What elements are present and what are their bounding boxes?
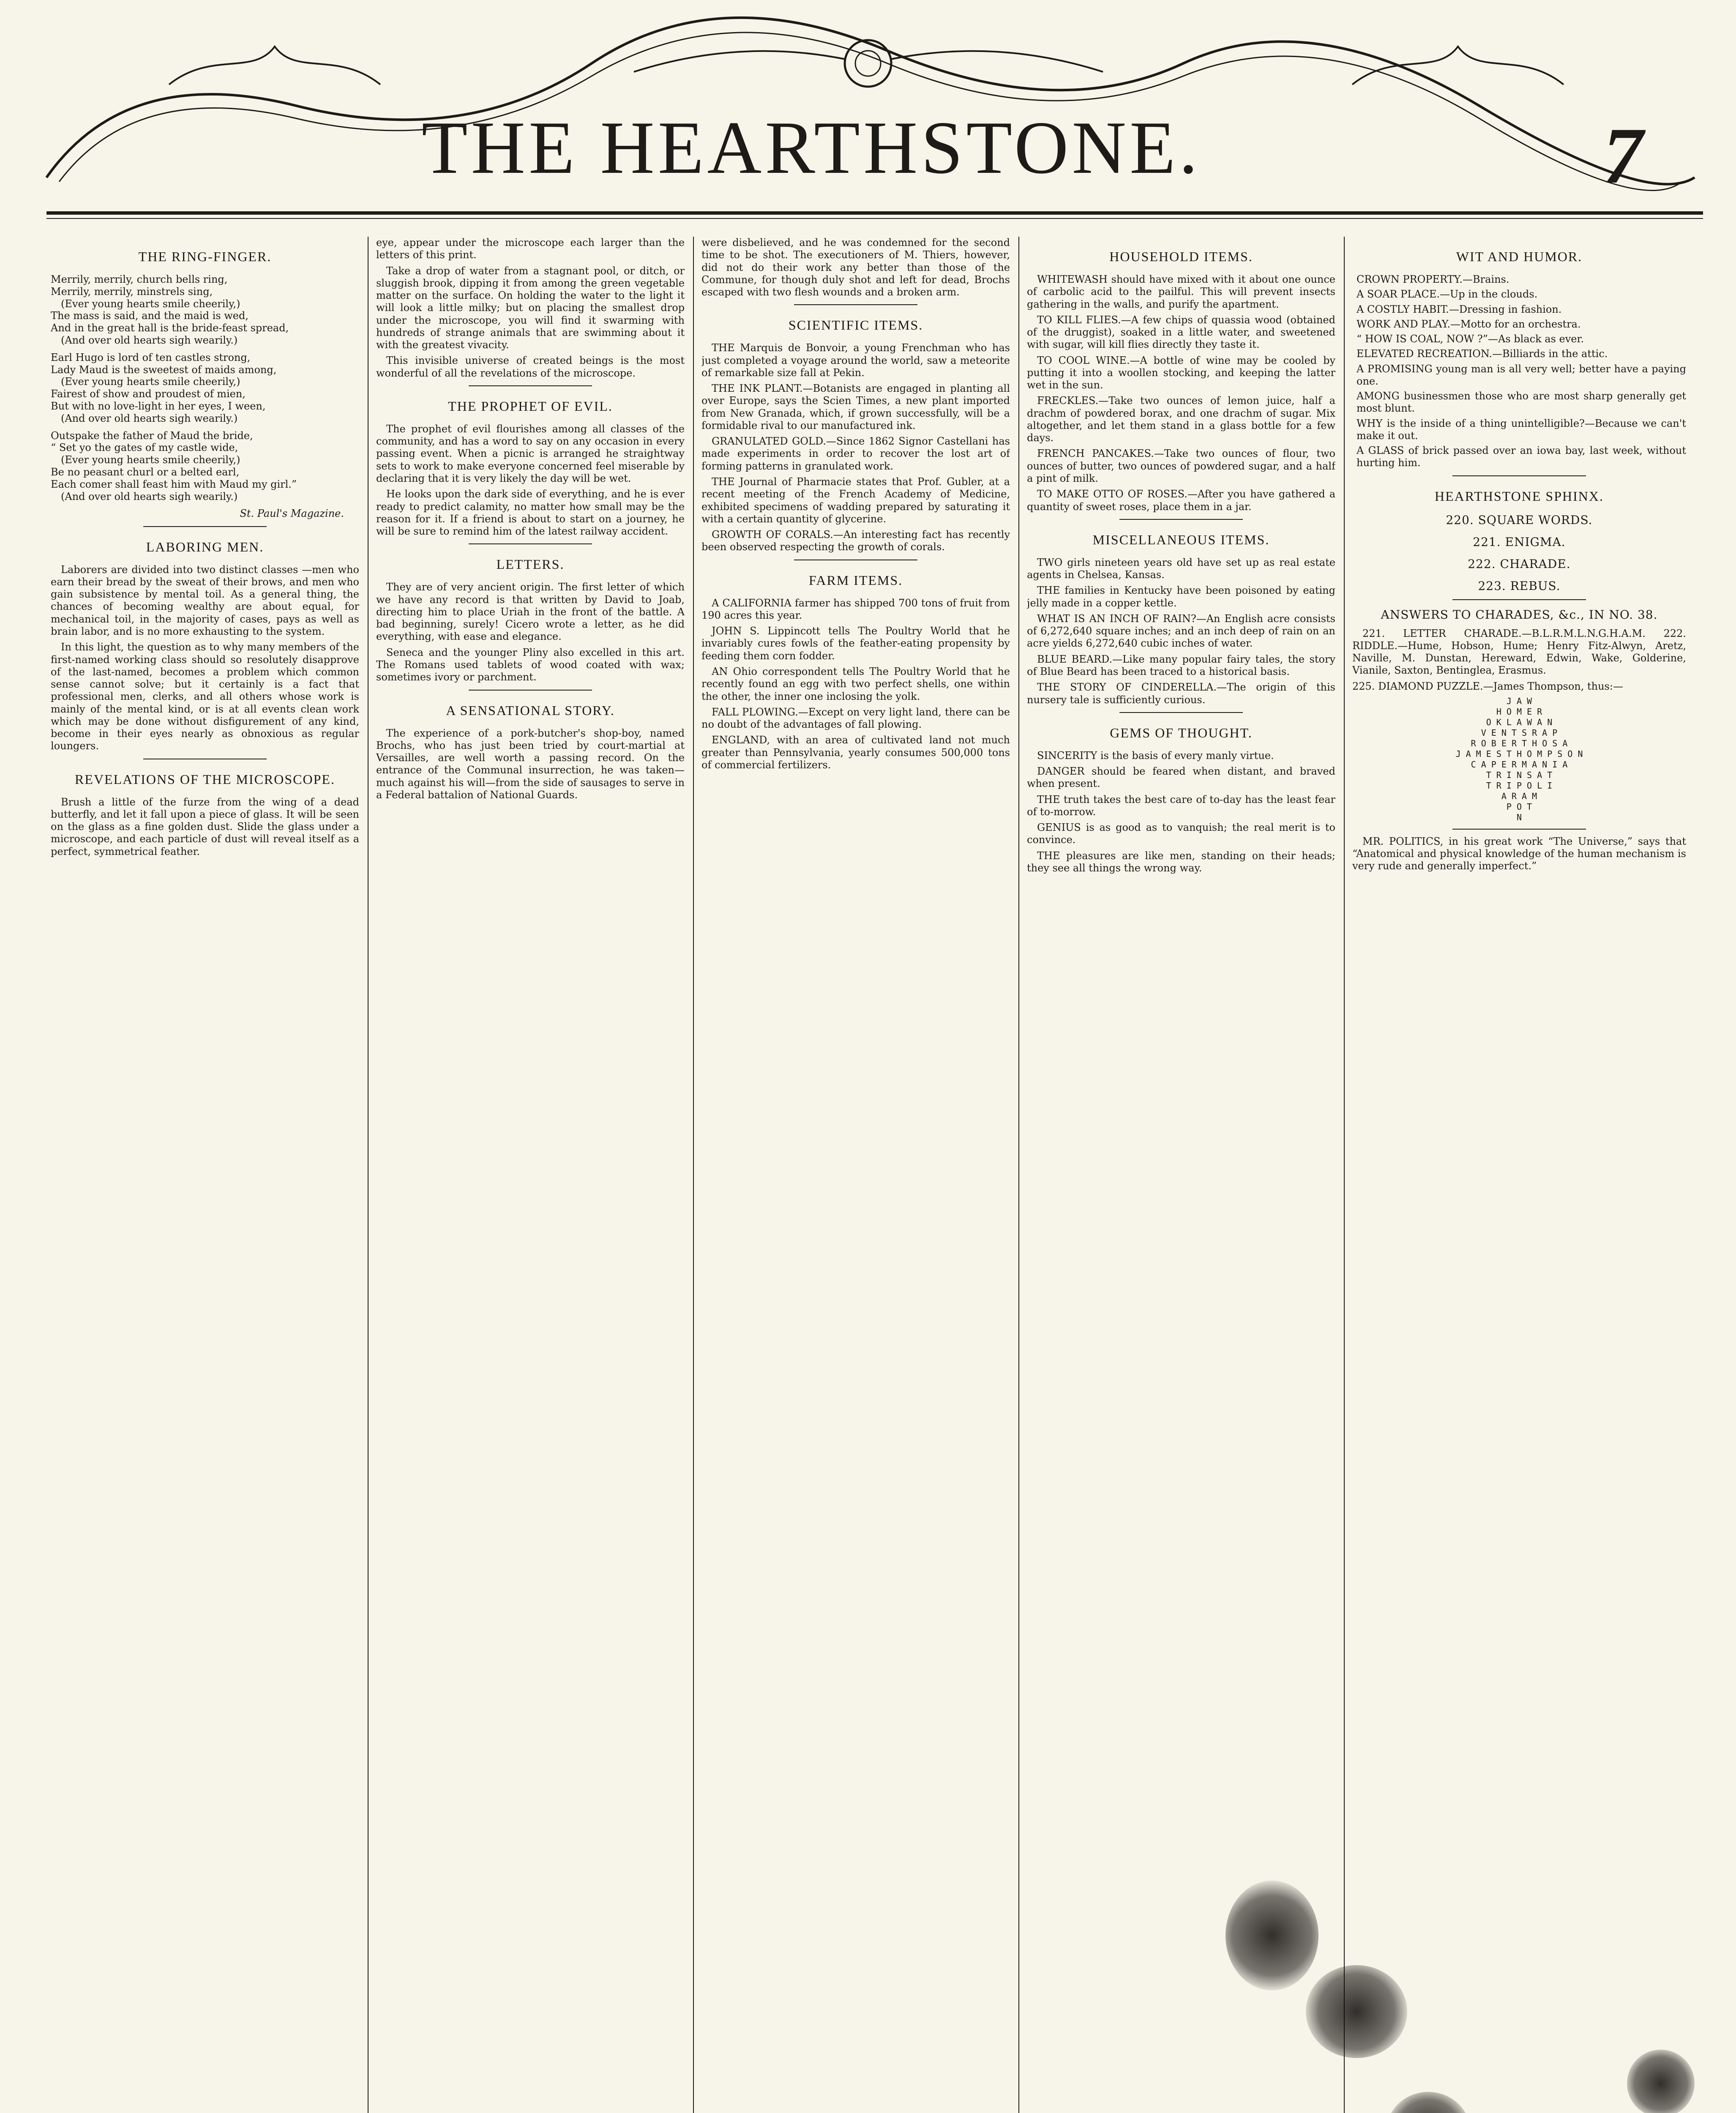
section-rule xyxy=(469,690,592,691)
poem-line: (And over old hearts sigh wearily.) xyxy=(61,334,238,347)
article-paragraph: They are of very ancient origin. The first letter of which we have any record is that written by David to Joab, directing him to place Uriah in the front of the battle. A bad beginning, surely! Cicero wrote a letter, as he did everything, with ease and elegance. xyxy=(376,581,685,643)
diamond-line: T R I N S A T xyxy=(1486,770,1553,780)
article-paragraph: He looks upon the dark side of everything, and he is ever ready to predict calamity, no matter how small may be the reason for it. If a friend is about to start on a journey, he will be sure to remind him of the latest railway accident. xyxy=(376,488,685,538)
joke-item: “ HOW IS COAL, NOW ?”—As black as ever. xyxy=(1357,333,1584,345)
article-paragraph: The experience of a pork-butcher's shop-boy, named Brochs, who has just been tried by court-martial at Versailles, are well worth a passing record. On the entrance of the Communal insurrection, he was taken—much against his will—from the side of sausages to serve in a Federal battalion of National Guards. xyxy=(376,727,685,801)
news-item: TO MAKE OTTO OF ROSES.—After you have gathered a quantity of sweet roses, place them in a jar. xyxy=(1027,488,1335,513)
news-item: GENIUS is as good as to vanquish; the real merit is to convince. xyxy=(1027,822,1335,846)
masthead-rule-thin xyxy=(46,218,1703,219)
poem-line: Fairest of show and proudest of mien, xyxy=(51,388,246,400)
puzzle-title: 221. ENIGMA. xyxy=(1473,535,1566,549)
diamond-line: P O T xyxy=(1506,801,1532,812)
article-title: GEMS OF THOUGHT. xyxy=(1110,725,1253,740)
poem-line: Earl Hugo is lord of ten castles strong, xyxy=(51,351,251,363)
poem-line: Merrily, merrily, minstrels sing, xyxy=(51,285,213,298)
joke-item: WHY is the inside of a thing unintelligible?—Because we can't make it out. xyxy=(1357,417,1686,442)
section-rule xyxy=(469,543,592,544)
news-item: TWO girls nineteen years old have set up as real estate agents in Chelsea, Kansas. xyxy=(1027,556,1335,581)
poem-line: “ Set yo the gates of my castle wide, xyxy=(51,442,238,454)
poem-title: THE RING-FINGER. xyxy=(138,249,272,264)
news-item: TO COOL WINE.—A bottle of wine may be cooled by putting it into a woollen stocking, and keeping the latter wet in the sun. xyxy=(1027,354,1335,391)
diamond-puzzle xyxy=(1352,696,1686,823)
answers-text: 221. LETTER CHARADE.—B.L.R.M.L.N.G.H.A.M. 222. RIDDLE.—Hume, Hobson, Hume; Henry Fitz-Alwyn, Aretz, Naville, M. Dunstan, Hereward, Edwin, Wake, Golderine, Vianile, Saxton, Bentinglea, Erasmus. xyxy=(1352,627,1686,677)
poem-stanza xyxy=(51,273,359,347)
news-item: THE Journal of Pharmacie states that Prof. Gubler, at a recent meeting of the French Academy of Medicine, exhibited specimens of wadding prepared by saturating it with a certain quantity of glycerine. xyxy=(701,476,1010,525)
news-item: THE truth takes the best care of to-day has the least fear of to-morrow. xyxy=(1027,793,1335,818)
news-item: BLUE BEARD.—Like many popular fairy tales, the story of Blue Beard has been traced to a historical basis. xyxy=(1027,653,1335,677)
poem-line: (Ever young hearts smile cheerily,) xyxy=(61,376,240,388)
diamond-line: T R I P O L I xyxy=(1486,780,1553,791)
poem-stanza xyxy=(51,352,359,425)
section-rule xyxy=(1119,519,1243,520)
poem-line: (Ever young hearts smile cheerily,) xyxy=(61,454,240,466)
news-item: FRENCH PANCAKES.—Take two ounces of flour, two ounces of butter, two ounces of powdered sugar, and a half a pint of milk. xyxy=(1027,448,1335,485)
joke-item: A PROMISING young man is all very well; better have a paying one. xyxy=(1357,363,1686,387)
article-paragraph: Take a drop of water from a stagnant pool, or ditch, or sluggish brook, dipping it from among the green vegetable matter on the surface. On holding the water to the light it will look a little milky; but on placing the smallest drop under the microscope, you will find it swarming with hundreds of strange animals that are swimming about it with the greatest vivacity. xyxy=(376,265,685,351)
answers-title: ANSWERS TO CHARADES, &c., IN NO. 38. xyxy=(1381,608,1658,622)
column-divider xyxy=(1344,237,1345,2113)
poem-line: Lady Maud is the sweetest of maids among, xyxy=(51,363,277,376)
puzzle-title: 222. CHARADE. xyxy=(1468,557,1571,571)
article-paragraph: eye, appear under the microscope each larger than the letters of this print. xyxy=(376,237,685,261)
diamond-line: J A W xyxy=(1506,696,1532,706)
joke-item: CROWN PROPERTY.—Brains. xyxy=(1357,273,1509,286)
diamond-line: O K L A W A N xyxy=(1486,717,1553,727)
masthead-rule xyxy=(46,211,1703,215)
section-rule xyxy=(1452,829,1586,830)
joke-item: A GLASS of brick passed over an iowa bay, last week, without hurting him. xyxy=(1357,445,1686,469)
poem-line: And in the great hall is the bride-feast spread, xyxy=(51,322,289,334)
poem-line: Each comer shall feast him with Maud my girl.” xyxy=(51,478,297,490)
news-item: GRANULATED GOLD.—Since 1862 Signor Castellani has made experiments in order to recover the lost art of forming patterns in granulated work. xyxy=(701,435,1010,472)
article-title: MISCELLANEOUS ITEMS. xyxy=(1092,532,1270,547)
joke-item: A SOAR PLACE.—Up in the clouds. xyxy=(1357,288,1538,300)
masthead-title: THE HEARTHSTONE. xyxy=(421,106,1201,189)
poem-body xyxy=(51,273,359,502)
news-item: WHITEWASH should have mixed with it about one ounce of carbolic acid to the pailful. This will prevent insects gathering in the walls, and purify the apartment. xyxy=(1027,273,1335,310)
ink-blot xyxy=(1226,1881,1318,1990)
article-title: WIT AND HUMOR. xyxy=(1456,249,1583,264)
article-paragraph: The prophet of evil flourishes among all classes of the community, and has a word to say on any occasion in every passing event. When a picnic is arranged he straightway sets to work to make everyone concerned feel miserable by declaring that it is very likely the day will be wet. xyxy=(376,423,685,485)
article-title: LETTERS. xyxy=(496,557,565,572)
diamond-line: R O B E R T H O S A xyxy=(1471,738,1568,748)
news-item: GROWTH OF CORALS.—An interesting fact has recently been observed respecting the growth of corals. xyxy=(701,529,1010,553)
joke-item: AMONG businessmen those who are most sharp generally get most blunt. xyxy=(1357,390,1686,415)
poem-line: Be no peasant churl or a belted earl, xyxy=(51,466,240,478)
joke-item: A COSTLY HABIT.—Dressing in fashion. xyxy=(1357,303,1562,315)
news-item: THE pleasures are like men, standing on their heads; they see all things the wrong way. xyxy=(1027,849,1335,874)
article-title: A SENSATIONAL STORY. xyxy=(446,702,615,718)
diamond-line: V E N T S R A P xyxy=(1481,727,1558,738)
joke-item: ELEVATED RECREATION.—Billiards in the attic. xyxy=(1357,348,1608,360)
news-item: FRECKLES.—Take two ounces of lemon juice, half a drachm of powdered borax, and one drachm of sugar. Mix altogether, and let them stand in a glass bottle for a few days. xyxy=(1027,395,1335,444)
poem-line: (And over old hearts sigh wearily.) xyxy=(61,412,238,424)
news-item: TO KILL FLIES.—A few chips of quassia wood (obtained of the druggist), soaked in a little water, and sweetened with sugar, will kill flies directly they taste it. xyxy=(1027,314,1335,351)
article-title: FARM ITEMS. xyxy=(808,572,903,588)
poem-line: But with no love-light in her eyes, I ween, xyxy=(51,400,266,412)
article-title: LABORING MEN. xyxy=(146,539,264,554)
section-rule xyxy=(143,526,267,527)
ink-blot xyxy=(1627,2050,1695,2113)
section-rule xyxy=(1452,475,1586,476)
poem-source: St. Paul's Magazine. xyxy=(240,508,344,520)
diamond-line: C A P E R M A N I A xyxy=(1471,759,1568,770)
article-title: SCIENTIFIC ITEMS. xyxy=(788,317,923,333)
column-1 xyxy=(51,237,359,2113)
column-4 xyxy=(1027,237,1335,2113)
article-title: THE PROPHET OF EVIL. xyxy=(448,398,613,414)
diamond-line: N xyxy=(1516,812,1522,822)
news-item: A CALIFORNIA farmer has shipped 700 tons of fruit from 190 acres this year. xyxy=(701,597,1010,621)
diamond-line: J A M E S T H O M P S O N xyxy=(1455,748,1583,759)
news-item: THE INK PLANT.—Botanists are engaged in planting all over Europe, says the Scien Times, a new plant imported from New Granada, which, if grown successfully, will be a formidable rival to our manufactured ink. xyxy=(701,382,1010,431)
section-rule xyxy=(1452,599,1586,600)
column-divider xyxy=(1018,237,1019,2113)
news-item: AN Ohio correspondent tells The Poultry World that he recently found an egg with two perfect shells, one within the other, the inner one inclosing the yolk. xyxy=(701,665,1010,702)
column-2 xyxy=(376,237,685,2113)
article-paragraph: Brush a little of the furze from the wing of a dead butterfly, and let it fall upon a piece of glass. It will be seen on the glass as a fine golden dust. Slide the glass under a microscope, and each particle of dust will reveal itself as a perfect, symmetrical feather. xyxy=(51,796,359,857)
article-title: HEARTHSTONE SPHINX. xyxy=(1435,488,1604,504)
news-item: THE families in Kentucky have been poisoned by eating jelly made in a copper kettle. xyxy=(1027,584,1335,609)
diamond-line: H O M E R xyxy=(1496,706,1542,717)
section-rule xyxy=(794,304,917,305)
news-item: FALL PLOWING.—Except on very light land, there can be no doubt of the advantages of fall plowing. xyxy=(701,706,1010,731)
news-item: ENGLAND, with an area of cultivated land not much greater than Pennsylvania, yearly consumes 500,000 tons of commercial fertilizers. xyxy=(701,734,1010,771)
article-title: HOUSEHOLD ITEMS. xyxy=(1109,249,1253,264)
poem-line: (Ever young hearts smile cheerily,) xyxy=(61,298,240,310)
page-number: 7 xyxy=(1603,112,1643,200)
article-title: REVELATIONS OF THE MICROSCOPE. xyxy=(75,771,335,787)
column-5 xyxy=(1352,237,1686,2113)
closing-paragraph: MR. POLITICS, in his great work “The Universe,” says that “Anatomical and physical knowledge of the human mechanism is very rude and generally imperfect.” xyxy=(1352,835,1686,872)
joke-item: WORK AND PLAY.—Motto for an orchestra. xyxy=(1357,318,1581,330)
poem-line: Outspake the father of Maud the bride, xyxy=(51,429,253,442)
poem-line: Merrily, merrily, church bells ring, xyxy=(51,273,228,286)
diamond-puzzle-title: 225. DIAMOND PUZZLE.—James Thompson, thus:— xyxy=(1352,680,1623,692)
section-rule xyxy=(469,385,592,386)
poem-line: (And over old hearts sigh wearily.) xyxy=(61,490,238,502)
article-paragraph: Seneca and the younger Pliny also excelled in this art. The Romans used tablets of wood coated with wax; sometimes ivory or parchment. xyxy=(376,646,685,683)
diamond-line: A R A M xyxy=(1501,791,1537,801)
news-item: JOHN S. Lippincott tells The Poultry World that he invariably cures fowls of the feather-eating propensity by feeding them corn fodder. xyxy=(701,625,1010,662)
article-paragraph: This invisible universe of created beings is the most wonderful of all the revelations of the microscope. xyxy=(376,355,685,379)
column-3 xyxy=(701,237,1010,2113)
section-rule xyxy=(1119,712,1243,713)
news-item: THE STORY OF CINDERELLA.—The origin of this nursery tale is sufficiently curious. xyxy=(1027,681,1335,706)
puzzle-title: 223. REBUS. xyxy=(1478,579,1561,593)
article-paragraph: Laborers are divided into two distinct classes —men who earn their bread by the sweat of their brows, and men who gain subsistence by mental toil. As a general thing, the chances of becoming wealthy are about equal, for mechanical toil, in the majority of cases, pays as well as brain labor, and is no more exhausting to the system. xyxy=(51,563,359,637)
news-item: SINCERITY is the basis of every manly virtue. xyxy=(1037,749,1274,762)
poem-line: The mass is said, and the maid is wed, xyxy=(51,310,248,322)
ink-blot xyxy=(1306,1965,1407,2058)
news-item: THE Marquis de Bonvoir, a young Frenchman who has just completed a voyage around the world, saw a meteorite of remarkable size fall at Pekin. xyxy=(701,342,1010,379)
article-paragraph: were disbelieved, and he was condemned for the second time to be shot. The executioners of M. Thiers, however, did not do their work any better than those of the Commune, for though duly shot and left for dead, Brochs escaped with two flesh wounds and a broken arm. xyxy=(701,237,1010,298)
column-divider xyxy=(693,237,694,2113)
poem-stanza xyxy=(51,430,359,503)
article-paragraph: In this light, the question as to why many members of the first-named working class should so resolutely disapprove of the last-named, becomes a problem which common sense cannot solve; but it certainly is a fact that professional men, clerks, and all others whose work is mainly of the mental kind, or is at all events clean work which may be done without disfigurement of any kind, become in their eyes nearly as obnoxious as regular loungers. xyxy=(51,641,359,752)
news-item: DANGER should be feared when distant, and braved when present. xyxy=(1027,765,1335,790)
news-item: WHAT IS AN INCH OF RAIN?—An English acre consists of 6,272,640 square inches; and an inch deep of rain on an acre yields 6,272,640 cubic inches of water. xyxy=(1027,612,1335,650)
puzzle-title: 220. SQUARE WORDS. xyxy=(1446,513,1593,527)
